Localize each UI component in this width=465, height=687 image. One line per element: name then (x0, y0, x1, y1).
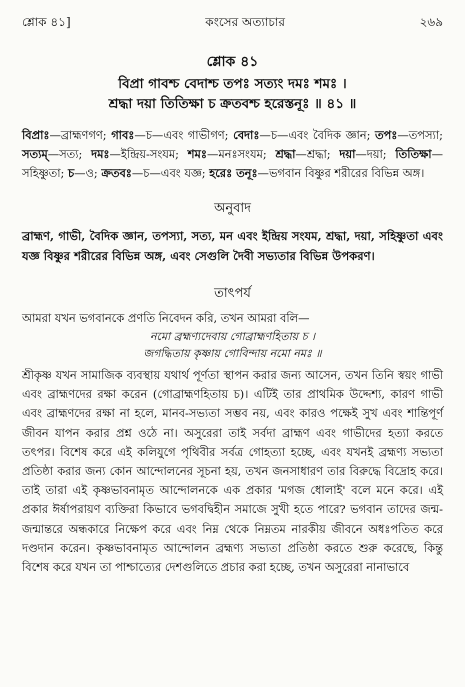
synonym-word: তিতিক্ষা (395, 147, 432, 161)
page-number: ২৬৯ (419, 15, 443, 29)
purport-body: শ্রীকৃষ্ণ যখন সামাজিক ব্যবস্থায় যথার্থ পূর্ণতা স্থাপন করার জন্য আসেন, তখন তিনি স্বয়ং গাভী এবং ব্রাহ্মণদের রক্ষা করেন (গোব্রাহ্মণহিতায় চ)। এটিই তার প্রাথমিক উদ্দেশ্য, কারণ গাভী এবং ব্রাহ্মণদের রক্ষা না হলে, মানব-সভ্যতা সম্ভব নয়, এবং কারও পক্ষেই সুখ এবং শান্তিপূর্ণ জীবন যাপন করার প্রশ্ন ওঠে না। অসুরেরা তাই সর্বদা ব্রাহ্মণ এবং গাভীদের হত্যা করতে তৎপর। বিশেষ করে এই কলিযুগে পৃথিবীর সর্বত্র গোহত্যা হচ্ছে, এবং যখনই ব্রহ্মণ্য সভ্যতা প্রতিষ্ঠা করার জন্য কোন আন্দোলনের সূচনা হয়, তখন জনসাধারণ তার বিরুদ্ধে বিদ্রোহ করে। তাই তারা এই কৃষ্ণভাবনামৃত আন্দোলনকে এক প্রকার 'মগজ ধোলাই' বলে মনে করে। এই প্রকার ঈর্ষাপরায়ণ ব্যক্তিরা কিভাবে ভগবদ্বিহীন সমাজে সুখী হতে পারে? ভগবান তাদের জন্ম-জন্মান্তরে অন্ধকারে নিক্ষেপ করে এবং নিম্ন থেকে নিম্নতম নারকীয় জীবনে অধঃপতিত করে দণ্ডদান করেন। কৃষ্ণভাবনামৃত আন্দোলন ব্রহ্মণ্য সভ্যতা প্রতিষ্ঠা করতে শুরু করেছে, কিন্তু বিশেষ করে যখন তা পাশ্চাত্যের দেশগুলিতে প্রচার করা হচ্ছে, তখন অসুরেরা নানাভাবে (22, 368, 443, 575)
purport-intro: আমরা যখন ভগবানকে প্রণতি নিবেদন করি, তখন আমরা বলি— (22, 311, 310, 325)
synonym-meaning: —তপস্যা; (397, 128, 443, 142)
synonym-meaning: —চ—এবং যজ্ঞ; (131, 166, 210, 180)
synonym-word: শ্রদ্ধা (275, 147, 296, 161)
prayer-quote-line-1: নমো ব্রহ্মণ্যদেবায় গোব্রাহ্মণহিতায় চ । (149, 330, 316, 343)
synonym-meaning: —সহিষ্ণুতা; (22, 147, 443, 180)
verse-reference: শ্লোক ৪১] (22, 15, 71, 29)
synonym-meaning: —ইন্দ্রিয়-সংযম; (109, 147, 188, 161)
purport-heading: তাৎপর্য (214, 286, 251, 301)
synonym-meaning: —দয়া; (355, 147, 396, 161)
synonym-word: বিপ্রাঃ (22, 128, 50, 142)
synonym-word: বেদাঃ (233, 128, 260, 142)
prayer-quote-line-2: জগদ্ধিতায় কৃষ্ণায় গোবিন্দায় নমো নমঃ ॥ (143, 347, 322, 360)
synonym-word: ক্রতবঃ (101, 166, 132, 180)
synonym-word: তপঃ (375, 128, 398, 142)
verse-line-1: বিপ্রা গাবশ্চ বেদাশ্চ তপঃ সত্যং দমঃ শমঃ । (118, 76, 347, 92)
synonym-word: দমঃ (91, 147, 110, 161)
synonyms-paragraph (22, 126, 443, 183)
synonym-meaning: —ও; (74, 166, 102, 180)
translation-heading: অনুবাদ (214, 201, 251, 216)
verse-heading: শ্লোক ৪১ (206, 54, 259, 70)
synonym-word: হরেঃ তনূঃ (209, 166, 258, 180)
chapter-title: কংসের অত্যাচার (205, 15, 285, 29)
synonym-meaning: —শ্রদ্ধা; (295, 147, 340, 161)
synonym-meaning: —চ—এবং বৈদিক জ্ঞান; (259, 128, 375, 142)
synonym-word: সত্যম্ (22, 147, 48, 161)
running-header (22, 14, 443, 34)
verse-line-2: শ্রদ্ধা দয়া তিতিক্ষা চ ক্রতবশ্চ হরেস্তনূঃ ॥ ৪১ ॥ (108, 96, 357, 112)
translation-text: ব্রাহ্মণ, গাভী, বৈদিক জ্ঞান, তপস্যা, সত্য, মন এবং ইন্দ্রিয় সংযম, শ্রদ্ধা, দয়া, সহিষ্ণুতা এবং যজ্ঞ বিষ্ণুর শরীরের বিভিন্ন অঙ্গ, এবং সেগুলি দৈবী সভ্যতার বিভিন্ন উপকরণ। (22, 229, 443, 263)
synonym-meaning: —ব্রাহ্মণগণ; (49, 128, 112, 142)
synonym-meaning: —সত্য; (47, 147, 92, 161)
synonym-meaning: —মনঃসংযম; (206, 147, 276, 161)
synonym-word: চ (67, 166, 75, 180)
synonym-word: দয়া (339, 147, 356, 161)
synonym-word: শমঃ (187, 147, 207, 161)
synonym-word: গাবঃ (111, 128, 135, 142)
synonym-meaning: —চ—এবং গাভীগণ; (134, 128, 234, 142)
synonym-meaning: —ভগবান বিষ্ণুর শরীরের বিভিন্ন অঙ্গ। (257, 166, 425, 180)
